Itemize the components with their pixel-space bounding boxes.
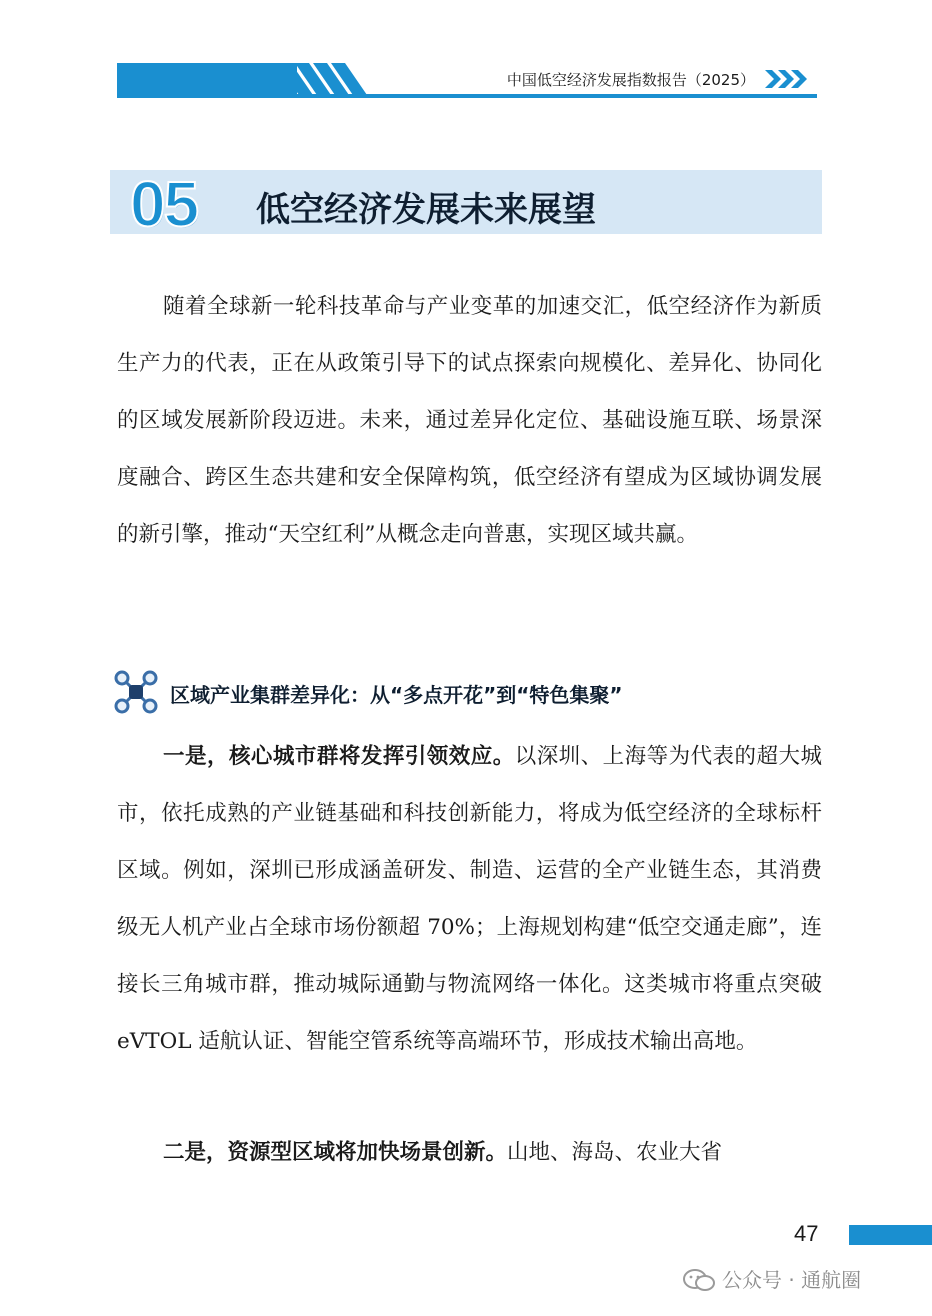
paragraph-lead: 二是，资源型区域将加快场景创新。 <box>163 1140 508 1165</box>
paragraph-core-cities <box>117 728 822 1070</box>
paragraph-body: 以深圳、上海等为代表的超大城市，依托成熟的产业链基础和科技创新能力，将成为低空经济的全球标杆区域。例如，深圳已形成涵盖研发、制造、运营的全产业链生态，其消费级无人机产业占全球市场份额超 70%；上海规划构建“低空交通走廊”，连接长三角城市群，推动城际通勤与物流网络一体化。这类城市将重点突破 eVTOL 适航认证、智能空管系统等高端环节，形成技术输出高地。 <box>117 744 822 1054</box>
header-stripes-decoration <box>277 63 367 98</box>
header-accent-block <box>117 63 297 98</box>
drone-icon <box>112 668 160 716</box>
section-heading <box>112 668 812 718</box>
page-header <box>117 63 817 98</box>
paragraph-resource-regions <box>117 1124 822 1181</box>
chapter-number: 05 <box>130 168 198 240</box>
report-title: 中国低空经济发展指数报告（2025） <box>506 71 755 89</box>
paragraph-lead: 一是，核心城市群将发挥引领效应。 <box>163 744 515 769</box>
section-title: 区域产业集群差异化：从“多点开花”到“特色集聚” <box>170 683 623 707</box>
chevrons-right-icon <box>765 68 817 90</box>
chapter-banner <box>110 168 822 240</box>
page-number: 47 <box>794 1221 819 1246</box>
watermark-text: 公众号 · 通航圈 <box>722 1268 862 1292</box>
intro-paragraph: 随着全球新一轮科技革命与产业变革的加速交汇，低空经济作为新质生产力的代表，正在从政策引导下的试点探索向规模化、差异化、协同化的区域发展新阶段迈进。未来，通过差异化定位、基础设施互联、场景深度融合、跨区生态共建和安全保障构筑，低空经济有望成为区域协调发展的新引擎，推动“天空红利”从概念走向普惠，实现区域共赢。 <box>117 294 822 547</box>
header-rule <box>117 94 817 98</box>
chapter-title: 低空经济发展未来展望 <box>256 190 596 230</box>
wechat-icon <box>682 1268 716 1292</box>
page-number-bar <box>849 1225 932 1245</box>
paragraph-body: 山地、海岛、农业大省 <box>507 1140 723 1165</box>
